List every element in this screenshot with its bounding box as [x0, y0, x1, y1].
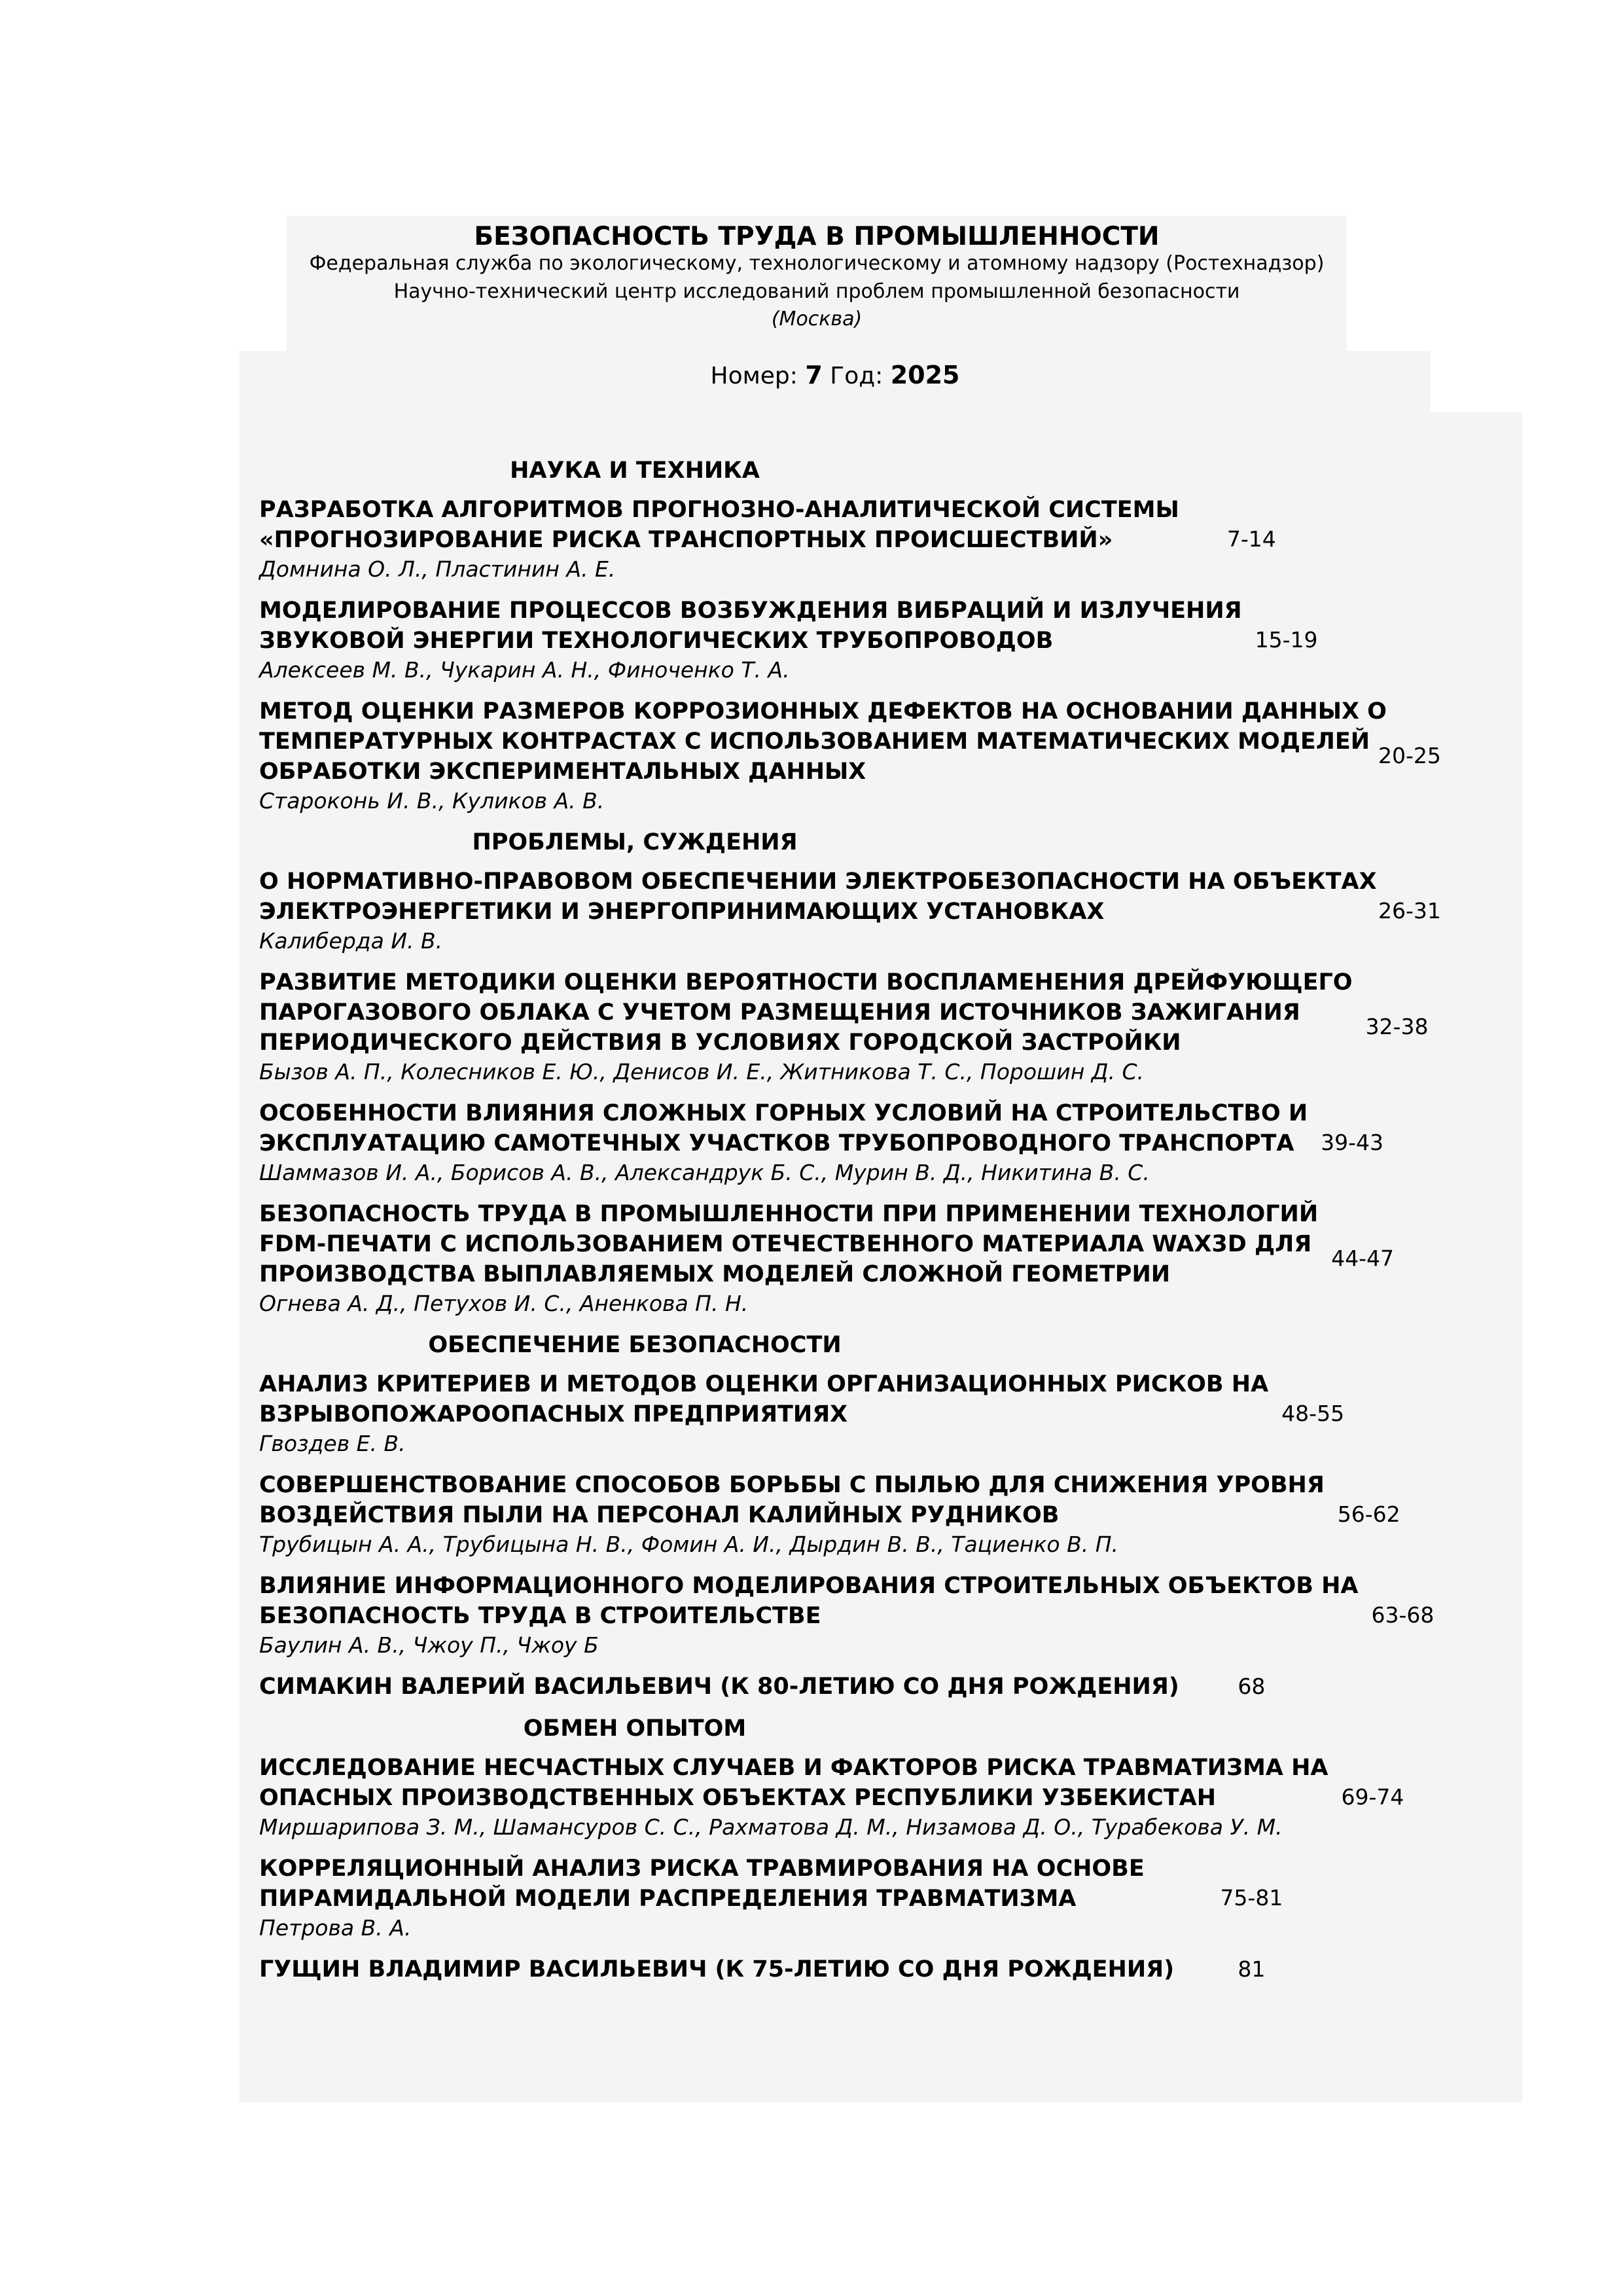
article-title-line[interactable]: ИССЛЕДОВАНИЕ НЕСЧАСТНЫХ СЛУЧАЕВ И ФАКТОРОВ РИСКА ТРАВМАТИЗМА НА	[259, 1755, 1329, 1781]
article-title-line[interactable]: ЭКСПЛУАТАЦИЮ САМОТЕЧНЫХ УЧАСТКОВ ТРУБОПРОВОДНОГО ТРАНСПОРТА	[259, 1130, 1294, 1157]
article-title-line[interactable]: FDM-ПЕЧАТИ С ИСПОЛЬЗОВАНИЕМ ОТЕЧЕСТВЕННОГО МАТЕРИАЛА WAX3D ДЛЯ	[259, 1231, 1312, 1257]
article-title-line[interactable]: ГУЩИН ВЛАДИМИР ВАСИЛЬЕВИЧ (К 75-ЛЕТИЮ СО ДНЯ РОЖДЕНИЯ)	[259, 1956, 1175, 1982]
article-title-line[interactable]: ПАРОГАЗОВОГО ОБЛАКА С УЧЕТОМ РАЗМЕЩЕНИЯ ИСТОЧНИКОВ ЗАЖИГАНИЯ	[259, 999, 1300, 1026]
article-title-line[interactable]: РАЗРАБОТКА АЛГОРИТМОВ ПРОГНОЗНО-АНАЛИТИЧЕСКОЙ СИСТЕМЫ	[259, 497, 1179, 523]
article-authors: Шаммазов И. А., Борисов А. В., Александрук Б. С., Мурин В. Д., Никитина В. С.	[259, 1160, 1150, 1185]
article-title-line[interactable]: МЕТОД ОЦЕНКИ РАЗМЕРОВ КОРРОЗИОННЫХ ДЕФЕКТОВ НА ОСНОВАНИИ ДАННЫХ О	[259, 698, 1387, 725]
page-range: 39-43	[1321, 1130, 1384, 1155]
section-heading: НАУКА И ТЕХНИКА	[510, 457, 760, 484]
year-label: Год:	[830, 363, 883, 389]
publisher-line-2: Научно-технический центр исследований проблем промышленной безопасности	[393, 280, 1240, 303]
article-authors: Бызов А. П., Колесников Е. Ю., Денисов И. Е., Житникова Т. С., Порошин Д. С.	[259, 1059, 1145, 1085]
toc-section	[0, 827, 1441, 1318]
entry-text	[259, 867, 1377, 956]
page-range: 48-55	[1281, 1401, 1345, 1426]
article-authors: Староконь И. В., Куликов А. В.	[259, 788, 605, 814]
toc-entry[interactable]	[259, 1571, 1435, 1660]
page-range: 56-62	[1337, 1501, 1400, 1527]
entry-text	[259, 1753, 1328, 1842]
article-title-line[interactable]: ОСОБЕННОСТИ ВЛИЯНИЯ СЛОЖНЫХ ГОРНЫХ УСЛОВИЙ НА СТРОИТЕЛЬСТВО И	[259, 1100, 1308, 1126]
page-range: 26-31	[1378, 898, 1441, 924]
section-heading: ОБЕСПЕЧЕНИЕ БЕЗОПАСНОСТИ	[428, 1332, 842, 1358]
section-entries	[259, 1369, 1435, 1702]
issue-label: Номер:	[710, 363, 798, 389]
article-title-line[interactable]: ВОЗДЕЙСТВИЯ ПЫЛИ НА ПЕРСОНАЛ КАЛИЙНЫХ РУДНИКОВ	[259, 1502, 1060, 1528]
article-title-line[interactable]: МОДЕЛИРОВАНИЕ ПРОЦЕССОВ ВОЗБУЖДЕНИЯ ВИБРАЦИЙ И ИЗЛУЧЕНИЯ	[259, 598, 1242, 624]
article-title-line[interactable]: РАЗВИТИЕ МЕТОДИКИ ОЦЕНКИ ВЕРОЯТНОСТИ ВОСПЛАМЕНЕНИЯ ДРЕЙФУЮЩЕГО	[259, 969, 1353, 996]
toc-entry[interactable]	[259, 967, 1429, 1086]
toc-entry[interactable]	[259, 1199, 1395, 1318]
article-title-line[interactable]: КОРРЕЛЯЦИОННЫЙ АНАЛИЗ РИСКА ТРАВМИРОВАНИЯ НА ОСНОВЕ	[259, 1856, 1145, 1882]
article-title-line[interactable]: ОБРАБОТКИ ЭКСПЕРИМЕНТАЛЬНЫХ ДАННЫХ	[259, 759, 866, 785]
toc-entry[interactable]	[259, 596, 1318, 685]
article-title-line[interactable]: ПРОИЗВОДСТВА ВЫПЛАВЛЯЕМЫХ МОДЕЛЕЙ СЛОЖНОЙ ГЕОМЕТРИИ	[259, 1261, 1171, 1287]
page-range: 69-74	[1341, 1784, 1404, 1810]
article-title-line[interactable]: БЕЗОПАСНОСТЬ ТРУДА В ПРОМЫШЛЕННОСТИ ПРИ ПРИМЕНЕНИИ ТЕХНОЛОГИЙ	[259, 1201, 1319, 1227]
issue-number: 7	[805, 361, 823, 389]
page-range: 7-14	[1226, 526, 1276, 552]
article-title-line[interactable]: ПЕРИОДИЧЕСКОГО ДЕЙСТВИЯ В УСЛОВИЯХ ГОРОДСКОЙ ЗАСТРОЙКИ	[259, 1030, 1181, 1056]
entry-text	[259, 1098, 1308, 1187]
entry-text	[259, 1672, 1194, 1702]
article-title-line[interactable]: ПИРАМИДАЛЬНОЙ МОДЕЛИ РАСПРЕДЕЛЕНИЯ ТРАВМАТИЗМА	[259, 1886, 1077, 1912]
toc-section	[0, 456, 1441, 816]
journal-title: БЕЗОПАСНОСТЬ ТРУДА В ПРОМЫШЛЕННОСТИ	[474, 222, 1160, 251]
article-title-line[interactable]: СОВЕРШЕНСТВОВАНИЕ СПОСОБОВ БОРЬБЫ С ПЫЛЬЮ ДЛЯ СНИЖЕНИЯ УРОВНЯ	[259, 1472, 1325, 1498]
section-entries	[259, 495, 1441, 816]
section-entries	[259, 867, 1441, 1318]
toc-entry[interactable]	[259, 1098, 1384, 1187]
article-title-line[interactable]: ЗВУКОВОЙ ЭНЕРГИИ ТЕХНОЛОГИЧЕСКИХ ТРУБОПРОВОДОВ	[259, 628, 1054, 654]
article-authors: Трубицын А. А., Трубицына Н. В., Фомин А. И., Дырдин В. В., Тациенко В. П.	[259, 1532, 1119, 1557]
toc-entry[interactable]	[259, 1672, 1296, 1702]
entry-text	[259, 1470, 1325, 1559]
entry-text	[259, 596, 1242, 685]
section-heading: ПРОБЛЕМЫ, СУЖДЕНИЯ	[472, 829, 798, 855]
toc-section	[0, 1330, 1435, 1702]
entry-text	[259, 1854, 1194, 1943]
article-authors: Баулин А. В., Чжоу П., Чжоу Б	[259, 1632, 599, 1658]
article-title-line[interactable]: ВЛИЯНИЕ ИНФОРМАЦИОННОГО МОДЕЛИРОВАНИЯ СТРОИТЕЛЬНЫХ ОБЪЕКТОВ НА	[259, 1573, 1359, 1599]
article-title-line[interactable]: ТЕМПЕРАТУРНЫХ КОНТРАСТАХ С ИСПОЛЬЗОВАНИЕМ МАТЕМАТИЧЕСКИХ МОДЕЛЕЙ	[259, 728, 1370, 755]
article-authors: Домнина О. Л., Пластинин А. Е.	[259, 556, 616, 582]
entry-text	[259, 696, 1387, 816]
toc-entry[interactable]	[259, 1369, 1345, 1458]
page-range: 20-25	[1378, 743, 1441, 768]
page-range: 15-19	[1255, 627, 1318, 653]
entry-text	[259, 1199, 1318, 1318]
entry-text	[259, 1369, 1268, 1458]
article-title-line[interactable]: БЕЗОПАСНОСТЬ ТРУДА В СТРОИТЕЛЬСТВЕ	[259, 1603, 821, 1629]
section-entries	[259, 1753, 1404, 1984]
entry-text	[259, 967, 1353, 1086]
page-range: 32-38	[1365, 1014, 1429, 1039]
page-range: 44-47	[1331, 1246, 1395, 1271]
issue-year: 2025	[890, 361, 960, 389]
article-authors: Калиберда И. В.	[259, 928, 443, 954]
article-authors: Гвоздев Е. В.	[259, 1431, 406, 1456]
toc-entry[interactable]	[259, 867, 1441, 956]
table-of-contents	[259, 454, 1516, 1996]
article-authors: Огнева А. Д., Петухов И. С., Аненкова П. Н.	[259, 1291, 749, 1316]
toc-entry[interactable]	[259, 1954, 1296, 1984]
entry-text	[259, 495, 1194, 584]
page-range: 81	[1238, 1956, 1266, 1982]
publisher-city: (Москва)	[771, 308, 863, 331]
entry-text	[259, 1954, 1194, 1984]
article-title-line[interactable]: ЭЛЕКТРОЭНЕРГЕТИКИ И ЭНЕРГОПРИНИМАЮЩИХ УСТАНОВКАХ	[259, 899, 1105, 925]
article-title-line[interactable]: ОПАСНЫХ ПРОИЗВОДСТВЕННЫХ ОБЪЕКТАХ РЕСПУБЛИКИ УЗБЕКИСТАН	[259, 1785, 1217, 1811]
toc-entry[interactable]	[259, 495, 1296, 584]
publisher-line-1: Федеральная служба по экологическому, технологическому и атомному надзору (Ростехнадзор)	[309, 252, 1325, 275]
article-authors: Алексеев М. В., Чукарин А. Н., Финоченко Т. А.	[259, 657, 790, 683]
toc-entry[interactable]	[259, 1854, 1296, 1943]
page-range: 68	[1238, 1674, 1266, 1699]
toc-entry[interactable]	[259, 1470, 1400, 1559]
article-title-line[interactable]: О НОРМАТИВНО-ПРАВОВОМ ОБЕСПЕЧЕНИИ ЭЛЕКТРОБЕЗОПАСНОСТИ НА ОБЪЕКТАХ	[259, 869, 1377, 895]
article-title-line[interactable]: ВЗРЫВОПОЖАРООПАСНЫХ ПРЕДПРИЯТИЯХ	[259, 1401, 848, 1427]
section-heading: ОБМЕН ОПЫТОМ	[523, 1715, 747, 1742]
article-authors: Петрова В. А.	[259, 1915, 412, 1941]
article-title-line[interactable]: СИМАКИН ВАЛЕРИЙ ВАСИЛЬЕВИЧ (К 80-ЛЕТИЮ СО ДНЯ РОЖДЕНИЯ)	[259, 1674, 1179, 1700]
article-authors: Миршарипова З. М., Шамансуров С. С., Рахматова Д. М., Низамова Д. О., Турабекова У. М.	[259, 1814, 1283, 1840]
article-title-line[interactable]: АНАЛИЗ КРИТЕРИЕВ И МЕТОДОВ ОЦЕНКИ ОРГАНИЗАЦИОННЫХ РИСКОВ НА	[259, 1371, 1269, 1397]
toc-section	[0, 1713, 1404, 1984]
page-range: 75-81	[1220, 1885, 1283, 1910]
issue-line	[240, 352, 1431, 399]
entry-text	[259, 1571, 1359, 1660]
toc-entry[interactable]	[259, 1753, 1404, 1842]
article-title-line[interactable]: «ПРОГНОЗИРОВАНИЕ РИСКА ТРАНСПОРТНЫХ ПРОИСШЕСТВИЙ»	[259, 527, 1113, 553]
page-range: 63-68	[1371, 1602, 1435, 1628]
toc-entry[interactable]	[259, 696, 1441, 816]
